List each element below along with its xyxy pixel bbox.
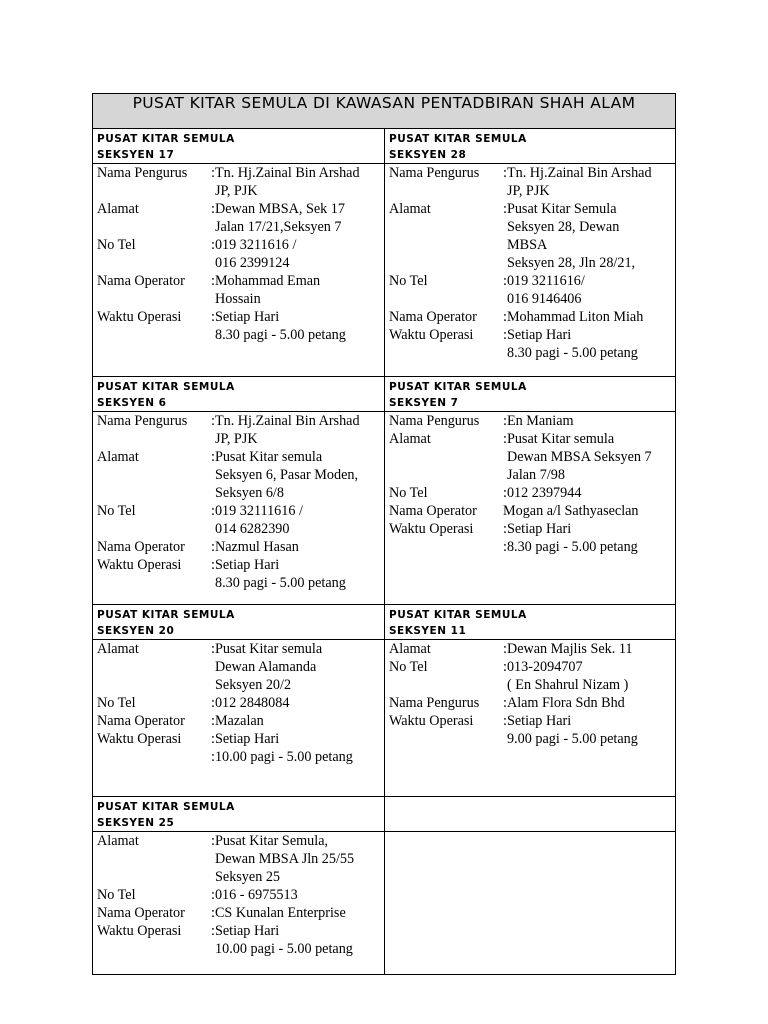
field-value-line: Dewan MBSA Jln 25/55 <box>215 851 355 867</box>
field-value-line: 10.00 pagi - 5.00 petang <box>215 941 353 957</box>
field-label: Nama Pengurus <box>389 165 480 181</box>
field-row <box>97 640 380 694</box>
field-value-line: :Tn. Hj.Zainal Bin Arshad <box>211 165 360 181</box>
field-value-line: :Setiap Hari <box>211 731 280 747</box>
field-label: Nama Pengurus <box>97 165 188 181</box>
field-value-line: :Setiap Hari <box>503 327 572 343</box>
center-heading-line: PUSAT KITAR SEMULA <box>389 133 527 145</box>
field-value-line: 016 2399124 <box>215 255 290 271</box>
field-label: No Tel <box>389 485 428 501</box>
field-value <box>211 922 380 958</box>
center-heading-line: PUSAT KITAR SEMULA <box>97 801 235 813</box>
field-value-line: :019 32111616 / <box>211 503 303 519</box>
field-value-line: :012 2848084 <box>211 695 290 711</box>
field-value <box>211 730 380 766</box>
field-value-line: JP, PJK <box>215 183 258 199</box>
center-heading-seksyen-20 <box>93 605 385 640</box>
field-row <box>97 556 380 592</box>
field-label: Waktu Operasi <box>389 521 474 537</box>
center-details-seksyen-20 <box>93 640 385 797</box>
field-value <box>503 640 671 658</box>
center-heading-seksyen-7 <box>385 377 676 412</box>
field-row <box>389 308 671 326</box>
field-label: Waktu Operasi <box>97 731 182 747</box>
field-value-line: ( En Shahrul Nizam ) <box>507 677 629 693</box>
field-value <box>503 308 671 326</box>
field-value-line: Seksyen 6, Pasar Moden, <box>215 467 359 483</box>
field-row <box>389 640 671 658</box>
field-label: No Tel <box>97 695 136 711</box>
field-row <box>97 730 380 766</box>
field-label: Nama Operator <box>97 713 185 729</box>
field-row <box>97 886 380 904</box>
field-value <box>211 886 380 904</box>
field-row <box>97 904 380 922</box>
field-label: Waktu Operasi <box>97 309 182 325</box>
field-label: Nama Operator <box>389 309 477 325</box>
field-value-line: :016 - 6975513 <box>211 887 298 903</box>
field-value-line: :012 2397944 <box>503 485 582 501</box>
field-row <box>389 430 671 484</box>
field-label: No Tel <box>97 503 136 519</box>
field-value-line: MBSA <box>507 237 548 253</box>
field-value-line: :Pusat Kitar semula <box>211 641 323 657</box>
field-value-line: :Setiap Hari <box>211 309 280 325</box>
center-details-seksyen-7 <box>385 412 676 605</box>
document-page <box>92 93 675 975</box>
field-label: Nama Pengurus <box>389 413 480 429</box>
field-label: Nama Operator <box>97 539 185 555</box>
center-heading-line: SEKSYEN 17 <box>97 149 175 161</box>
field-value-line: Dewan MBSA Seksyen 7 <box>507 449 652 465</box>
field-value <box>211 502 380 538</box>
field-value-line: :Setiap Hari <box>211 923 280 939</box>
field-row <box>97 922 380 958</box>
table-title: PUSAT KITAR SEMULA DI KAWASAN PENTADBIRAN SHAH ALAM <box>132 94 636 112</box>
field-value-line: :Dewan Majlis Sek. 11 <box>503 641 633 657</box>
field-row <box>389 712 671 748</box>
field-value <box>211 200 380 236</box>
field-label: No Tel <box>389 659 428 675</box>
field-value <box>503 502 671 520</box>
field-value <box>211 640 380 694</box>
field-value-line: :019 3211616/ <box>503 273 585 289</box>
field-label: Alamat <box>389 201 431 217</box>
center-heading-line: PUSAT KITAR SEMULA <box>97 133 235 145</box>
field-value-line: :Mazalan <box>211 713 264 729</box>
field-value-line: Seksyen 28, Dewan <box>507 219 620 235</box>
field-value-line: :Setiap Hari <box>503 521 572 537</box>
field-value <box>211 832 380 886</box>
field-value-line: :Nazmul Hasan <box>211 539 299 555</box>
field-label: Alamat <box>389 641 431 657</box>
field-value-line: JP, PJK <box>507 183 550 199</box>
field-value <box>503 200 671 272</box>
field-row <box>389 484 671 502</box>
table-title-cell <box>93 94 676 129</box>
field-value <box>503 520 671 556</box>
field-value-line: Seksyen 28, Jln 28/21, <box>507 255 636 271</box>
field-value <box>211 448 380 502</box>
center-heading-line: SEKSYEN 20 <box>97 625 175 637</box>
field-label: No Tel <box>97 237 136 253</box>
recycling-centers-table <box>92 93 676 975</box>
field-value <box>211 694 380 712</box>
field-value-line: JP, PJK <box>215 431 258 447</box>
field-row <box>97 200 380 236</box>
center-details-seksyen-28 <box>385 164 676 377</box>
field-value-line: :Setiap Hari <box>211 557 280 573</box>
center-heading-line: PUSAT KITAR SEMULA <box>97 609 235 621</box>
field-label: Nama Operator <box>97 905 185 921</box>
field-value-line: :Setiap Hari <box>503 713 572 729</box>
field-value-line: :En Maniam <box>503 413 574 429</box>
field-value <box>503 164 671 200</box>
center-heading-line: SEKSYEN 11 <box>389 625 467 637</box>
field-row <box>97 412 380 448</box>
empty-heading-cell <box>385 797 676 832</box>
field-value-line: :8.30 pagi - 5.00 petang <box>503 539 638 555</box>
field-value-line: :Dewan MBSA, Sek 17 <box>211 201 345 217</box>
field-value <box>503 658 671 694</box>
field-value-line: :013-2094707 <box>503 659 583 675</box>
field-value <box>503 430 671 484</box>
field-row <box>97 236 380 272</box>
field-value <box>503 412 671 430</box>
center-details-seksyen-11 <box>385 640 676 797</box>
field-value-line: 8.30 pagi - 5.00 petang <box>507 345 638 361</box>
field-row <box>97 308 380 344</box>
field-row <box>389 326 671 362</box>
center-heading-seksyen-6 <box>93 377 385 412</box>
field-value-line: :CS Kunalan Enterprise <box>211 905 346 921</box>
field-value <box>211 236 380 272</box>
field-row <box>389 164 671 200</box>
field-value <box>503 272 671 308</box>
empty-details-cell <box>385 832 676 975</box>
field-value-line: 8.30 pagi - 5.00 petang <box>215 575 346 591</box>
field-label: Waktu Operasi <box>97 557 182 573</box>
center-heading-line: PUSAT KITAR SEMULA <box>97 381 235 393</box>
field-value-line: :Alam Flora Sdn Bhd <box>503 695 625 711</box>
field-row <box>97 272 380 308</box>
field-row <box>97 712 380 730</box>
field-value <box>503 712 671 748</box>
field-value <box>211 412 380 448</box>
center-heading-line: PUSAT KITAR SEMULA <box>389 609 527 621</box>
field-value <box>503 484 671 502</box>
field-value <box>211 308 380 344</box>
center-heading-line: SEKSYEN 28 <box>389 149 467 161</box>
field-value-line: 014 6282390 <box>215 521 290 537</box>
center-heading-seksyen-17 <box>93 129 385 164</box>
field-value <box>211 556 380 592</box>
field-value-line: 9.00 pagi - 5.00 petang <box>507 731 638 747</box>
field-value <box>503 326 671 362</box>
field-value-line: Dewan Alamanda <box>215 659 317 675</box>
field-value <box>211 272 380 308</box>
field-row <box>389 502 671 520</box>
field-value-line: :Pusat Kitar Semula <box>503 201 617 217</box>
field-label: Waktu Operasi <box>389 327 474 343</box>
field-value-line: Mogan a/l Sathyaseclan <box>503 503 639 519</box>
field-value-line: :10.00 pagi - 5.00 petang <box>211 749 353 765</box>
center-heading-seksyen-28 <box>385 129 676 164</box>
field-label: Nama Operator <box>389 503 477 519</box>
center-heading-seksyen-11 <box>385 605 676 640</box>
center-heading-seksyen-25 <box>93 797 385 832</box>
field-row <box>389 412 671 430</box>
field-value <box>211 164 380 200</box>
field-label: Alamat <box>97 641 139 657</box>
field-row <box>389 520 671 556</box>
field-label: Waktu Operasi <box>389 713 474 729</box>
field-label: Alamat <box>97 201 139 217</box>
field-value-line: :Mohammad Eman <box>211 273 321 289</box>
field-value-line: 8.30 pagi - 5.00 petang <box>215 327 346 343</box>
field-row <box>389 658 671 694</box>
field-value-line: Hossain <box>215 291 261 307</box>
field-value <box>211 538 380 556</box>
field-value-line: Seksyen 25 <box>215 869 281 885</box>
field-row <box>389 200 671 272</box>
center-details-seksyen-17 <box>93 164 385 377</box>
field-value <box>211 712 380 730</box>
field-label: Alamat <box>97 833 139 849</box>
field-value-line: Seksyen 20/2 <box>215 677 292 693</box>
field-value-line: :Pusat Kitar semula <box>211 449 323 465</box>
field-value-line: :Pusat Kitar semula <box>503 431 615 447</box>
field-label: Nama Pengurus <box>97 413 188 429</box>
field-label: No Tel <box>389 273 428 289</box>
field-label: Waktu Operasi <box>97 923 182 939</box>
field-row <box>97 502 380 538</box>
field-row <box>389 272 671 308</box>
field-label: Nama Operator <box>97 273 185 289</box>
field-value-line: :Pusat Kitar Semula, <box>211 833 329 849</box>
field-value-line: :Mohammad Liton Miah <box>503 309 644 325</box>
center-heading-line: SEKSYEN 7 <box>389 397 459 409</box>
field-label: No Tel <box>97 887 136 903</box>
field-row <box>97 538 380 556</box>
field-label: Nama Pengurus <box>389 695 480 711</box>
field-value-line: :019 3211616 / <box>211 237 297 253</box>
field-value-line: :Tn. Hj.Zainal Bin Arshad <box>211 413 360 429</box>
center-heading-line: PUSAT KITAR SEMULA <box>389 381 527 393</box>
center-heading-line: SEKSYEN 25 <box>97 817 175 829</box>
field-row <box>97 694 380 712</box>
field-value <box>211 904 380 922</box>
field-value-line: :Tn. Hj.Zainal Bin Arshad <box>503 165 652 181</box>
field-label: Alamat <box>389 431 431 447</box>
field-value-line: 016 9146406 <box>507 291 582 307</box>
field-row <box>97 448 380 502</box>
field-label: Alamat <box>97 449 139 465</box>
field-value-line: Jalan 7/98 <box>507 467 565 483</box>
center-details-seksyen-25 <box>93 832 385 975</box>
field-row <box>97 832 380 886</box>
center-heading-line: SEKSYEN 6 <box>97 397 167 409</box>
field-row <box>97 164 380 200</box>
center-details-seksyen-6 <box>93 412 385 605</box>
field-value <box>503 694 671 712</box>
field-row <box>389 694 671 712</box>
field-value-line: Seksyen 6/8 <box>215 485 284 501</box>
field-value-line: Jalan 17/21,Seksyen 7 <box>215 219 342 235</box>
